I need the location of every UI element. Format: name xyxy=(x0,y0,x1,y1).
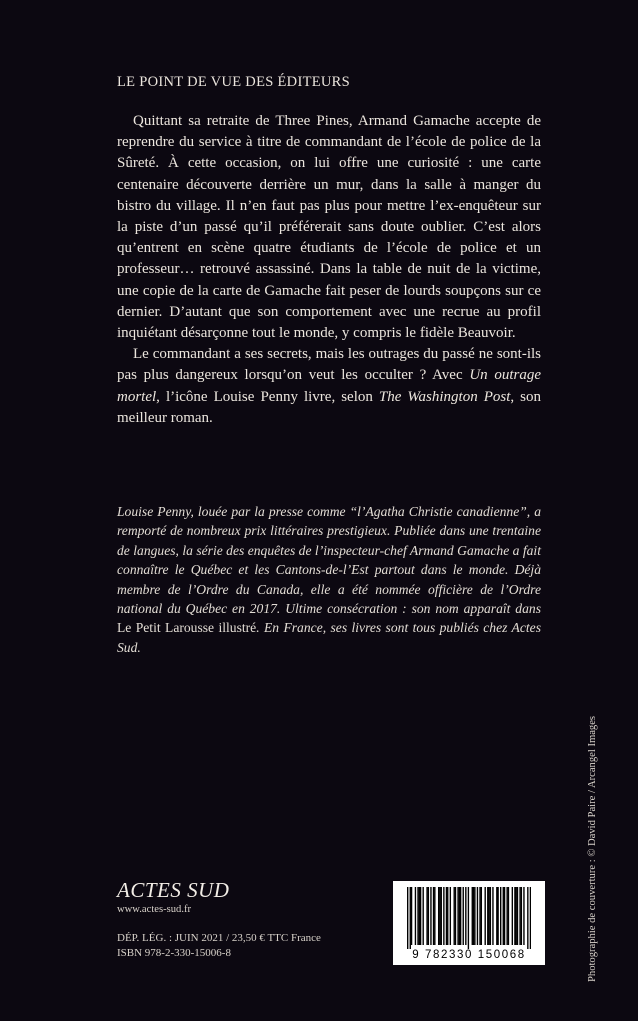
barcode-bar xyxy=(423,887,424,945)
barcode-bar xyxy=(492,887,493,945)
legal-deposit-price: DÉP. LÉG. : JUIN 2021 / 23,50 € TTC France xyxy=(117,932,321,944)
barcode-bar xyxy=(433,887,434,945)
barcode-bar xyxy=(410,887,411,949)
barcode-bar xyxy=(463,887,464,945)
barcode-bar xyxy=(487,887,488,945)
synopsis-paragraph-2 xyxy=(117,344,541,429)
barcode-bar xyxy=(438,887,439,945)
author-bio-text-a: Louise Penny, louée par la presse comme “l’Agatha Christie canadienne”, a remporté de nombreux prix littéraires prestigieux. Publiée dans une trentaine de langues, la série des enquêtes de l’inspecteur-chef Armand Gamache a fait connaître le Québec et les Cantons-de-l’Est partout dans le monde. Déjà membre de l’Ordre du Canada, elle a été nommée officière de l’Ordre national du Québec en 2017. Ultime consécration : son nom apparaît dans xyxy=(117,504,541,617)
isbn: ISBN 978-2-330-15006-8 xyxy=(117,947,231,959)
barcode-digits: 9 782330 150068 xyxy=(412,949,526,961)
barcode-bar xyxy=(477,887,478,945)
synopsis-p2-text-c: , son meilleur roman. xyxy=(117,388,541,426)
synopsis-paragraph-1: Quittant sa retraite de Three Pines, Armand Gamache accepte de reprendre du service à titre de commandant de l’école de police de la Sûreté. À cette occasion, on lui offre une curiosité : une carte centenaire découverte derrière un mur, dans la salle à manger du bistro du village. Il n’en faut pas plus pour mettre l’ex-enquêteur sur la piste d’un passé qu’il préférerait sans doute oublier. C’est alors qu’entrent en scène quatre étudiants de l’école de police et un professeur… retrouvé assassiné. Dans la table de nuit de la victime, une copie de la carte de Gamache fait peser de lourds soupçons sur ce dernier. D’autant que son comportement avec une recrue au profil inquiétant désarçonne tout le monde, y compris le fidèle Beauvoir. xyxy=(117,113,541,342)
barcode-bar xyxy=(455,887,456,945)
section-heading: LE POINT DE VUE DES ÉDITEURS xyxy=(117,74,351,90)
barcode-bar xyxy=(407,887,408,949)
barcode-bars xyxy=(407,887,531,949)
barcode-bar xyxy=(490,887,491,945)
legal-info xyxy=(117,931,321,961)
barcode-bar xyxy=(517,887,518,945)
barcode-bar xyxy=(459,887,460,945)
synopsis-text xyxy=(117,111,541,429)
barcode-bar xyxy=(527,887,528,949)
barcode-bar xyxy=(465,887,466,945)
barcode-bar xyxy=(417,887,418,945)
photo-credit-container xyxy=(587,672,601,982)
barcode-bar xyxy=(488,887,489,945)
barcode-bar xyxy=(447,887,448,945)
barcode-bar xyxy=(454,887,455,945)
photo-credit: Photographie de couverture : © David Paire / Arcangel Images xyxy=(587,715,598,982)
barcode-bar xyxy=(426,887,427,945)
newspaper-name: The Washington Post xyxy=(378,388,511,405)
barcode-bar xyxy=(474,887,475,945)
barcode-bar xyxy=(521,887,522,945)
barcode-bar xyxy=(512,887,513,945)
barcode-bar xyxy=(496,887,497,945)
barcode-bar xyxy=(434,887,435,945)
barcode-bar xyxy=(468,887,469,949)
barcode-bar xyxy=(504,887,505,945)
barcode-bar xyxy=(514,887,515,945)
barcode-bar xyxy=(503,887,504,945)
synopsis-p2-text-b: , l’icône Louise Penny livre, selon xyxy=(156,388,379,405)
barcode-bar xyxy=(430,887,431,945)
barcode-bar xyxy=(415,887,416,945)
barcode-bar xyxy=(460,887,461,945)
barcode-bar xyxy=(411,887,412,945)
barcode-bar xyxy=(428,887,429,945)
synopsis-p2-text-a: Le commandant a ses secrets, mais les outrages du passé ne sont-ils pas plus dangereux lorsqu’on veut les occulter ? Avec xyxy=(117,346,541,384)
barcode-bar xyxy=(485,887,486,945)
author-bio-text-b: . En France, ses livres sont tous publiés chez Actes Sud. xyxy=(117,620,541,655)
publisher-website: www.actes-sud.fr xyxy=(117,904,192,915)
dictionary-name: Le Petit Larousse illustré xyxy=(117,620,257,636)
barcode-bar xyxy=(439,887,440,945)
barcode-bar xyxy=(523,887,524,945)
barcode-bar xyxy=(472,887,473,945)
barcode-bar xyxy=(516,887,517,945)
barcode-bar xyxy=(441,887,442,945)
barcode-bar xyxy=(457,887,458,945)
barcode-bar xyxy=(481,887,482,945)
barcode-bar xyxy=(420,887,421,945)
book-title: Un outrage mortel xyxy=(117,367,541,405)
publisher-logo: ACTES SUD xyxy=(117,878,230,902)
barcode xyxy=(393,881,545,965)
barcode-bar xyxy=(479,887,480,945)
barcode-bar xyxy=(450,887,451,945)
barcode-bar xyxy=(508,887,509,945)
barcode-bar xyxy=(497,887,498,945)
barcode-bar xyxy=(500,887,501,945)
barcode-bar xyxy=(446,887,447,945)
author-bio xyxy=(117,502,541,657)
barcode-bar xyxy=(419,887,420,945)
barcode-bar xyxy=(530,887,531,949)
barcode-bar xyxy=(473,887,474,945)
barcode-bar xyxy=(519,887,520,945)
barcode-bar xyxy=(506,887,507,945)
barcode-bar xyxy=(443,887,444,945)
